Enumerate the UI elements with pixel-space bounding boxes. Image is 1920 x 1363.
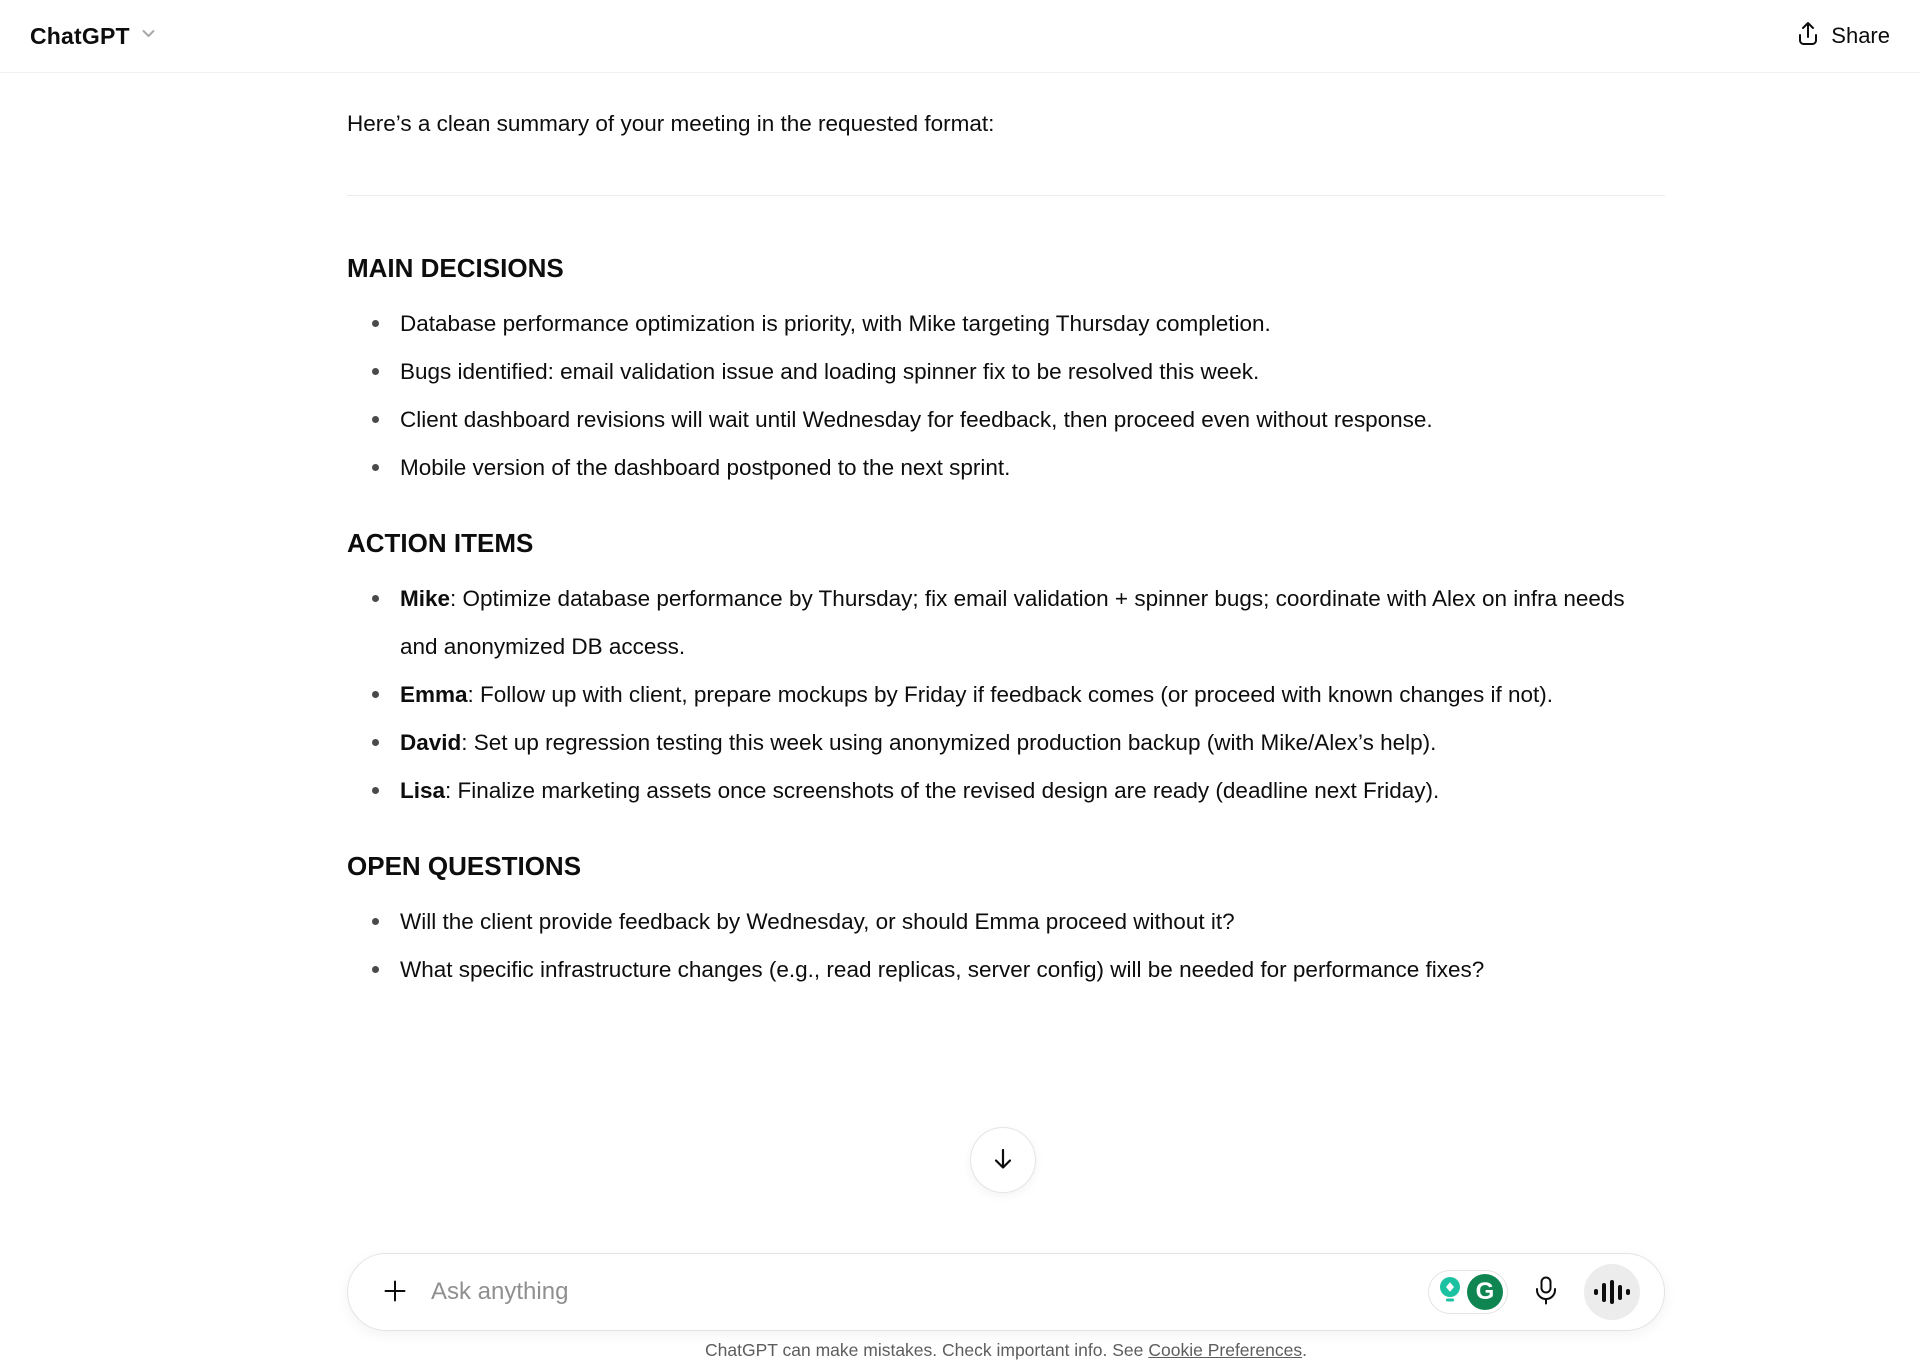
- grammarly-logo-icon: G: [1467, 1274, 1503, 1310]
- grammarly-suggestions-icon: [1437, 1275, 1463, 1310]
- disclaimer-text: ChatGPT can make mistakes. Check important info. See: [705, 1340, 1144, 1360]
- section-list: [347, 575, 1665, 815]
- voice-waveform-icon: [1594, 1289, 1598, 1295]
- voice-mode-button[interactable]: [1584, 1264, 1640, 1320]
- arrow-down-icon: [989, 1145, 1017, 1176]
- disclaimer: [347, 1340, 1665, 1361]
- section-heading: MAIN DECISIONS: [347, 253, 564, 283]
- grammarly-widget[interactable]: [1428, 1270, 1508, 1314]
- microphone-icon: [1532, 1275, 1560, 1310]
- attach-button[interactable]: [374, 1271, 416, 1313]
- cookie-preferences-link[interactable]: Cookie Preferences: [1148, 1340, 1303, 1360]
- list-item: Mobile version of the dashboard postponed to the next sprint.: [400, 444, 1665, 492]
- list-item: Mike: Optimize database performance by Thursday; fix email validation + spinner bugs; coordinate with Alex on infra needs and anonymized DB access.: [400, 575, 1665, 671]
- list-item: Lisa: Finalize marketing assets once screenshots of the revised design are ready (deadline next Friday).: [400, 767, 1665, 815]
- plus-icon: [380, 1276, 410, 1309]
- message-intro: Here’s a clean summary of your meeting in the requested format:: [347, 111, 995, 136]
- share-icon: [1796, 20, 1820, 53]
- section-heading: ACTION ITEMS: [347, 528, 534, 558]
- share-button[interactable]: [1796, 20, 1890, 53]
- list-item: Will the client provide feedback by Wednesday, or should Emma proceed without it?: [400, 898, 1665, 946]
- assistant-message: [347, 73, 1665, 994]
- top-bar: [0, 0, 1920, 73]
- model-switcher[interactable]: [30, 23, 158, 50]
- composer: [347, 1253, 1665, 1331]
- share-label: Share: [1831, 23, 1890, 48]
- list-item: What specific infrastructure changes (e.g., read replicas, server config) will be needed for performance fixes?: [400, 946, 1665, 994]
- dictate-button[interactable]: [1532, 1275, 1560, 1310]
- list-item: Client dashboard revisions will wait until Wednesday for feedback, then proceed even without response.: [400, 396, 1665, 444]
- divider: [347, 195, 1665, 196]
- section-list: [347, 898, 1665, 994]
- section-list: [347, 300, 1665, 492]
- chevron-down-icon: [139, 24, 158, 48]
- composer-actions: [1428, 1264, 1640, 1320]
- list-item: David: Set up regression testing this week using anonymized production backup (with Mike/Alex’s help).: [400, 719, 1665, 767]
- list-item: Bugs identified: email validation issue and loading spinner fix to be resolved this week.: [400, 348, 1665, 396]
- prompt-input[interactable]: Ask anything: [431, 1278, 569, 1305]
- list-item: Emma: Follow up with client, prepare mockups by Friday if feedback comes (or proceed with known changes if not).: [400, 671, 1665, 719]
- list-item: Database performance optimization is priority, with Mike targeting Thursday completion.: [400, 300, 1665, 348]
- disclaimer-period: .: [1302, 1340, 1307, 1360]
- message-sections: [347, 252, 1665, 994]
- model-label: ChatGPT: [30, 22, 130, 49]
- scroll-to-bottom-button[interactable]: [970, 1127, 1036, 1193]
- section-heading: OPEN QUESTIONS: [347, 851, 582, 881]
